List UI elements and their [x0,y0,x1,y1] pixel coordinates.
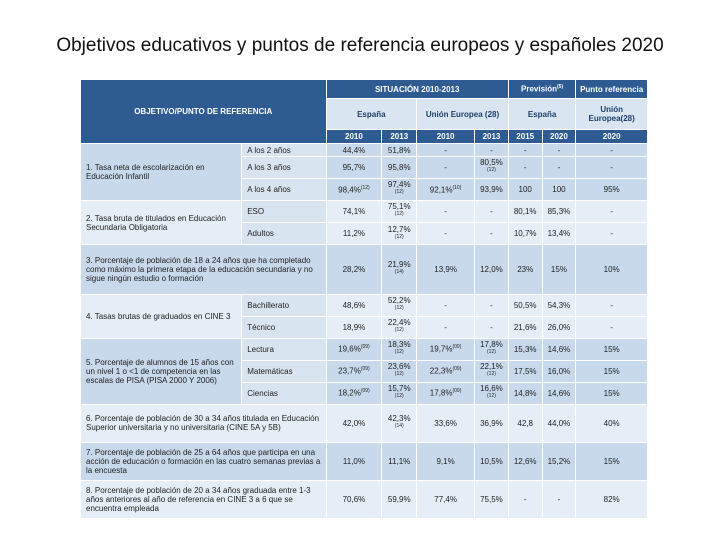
value: 93,9% [480,185,503,195]
value: 42,3% [387,413,411,423]
value-cell [542,223,576,245]
objective-label: 8. Porcentaje de población de 20 a 34 años graduada entre 1-3 años anteriores al año de referencia en CINE 3 a 6 que se encuentra empleada [81,480,327,518]
objective-header: OBJETIVO/PUNTO DE REFERENCIA [81,80,327,144]
value-cell [475,179,509,201]
value: 11,1% [388,456,411,466]
value-cell [508,201,542,223]
value-cell [382,382,417,404]
subcategory-label: Bachillerato [242,294,326,316]
value-cell [576,201,648,223]
value-cell [508,316,542,338]
value-cell [326,316,382,338]
value: - [523,494,527,504]
value-cell [326,480,382,518]
footnote-ref: (12) [394,304,404,311]
value: - [490,145,493,155]
value-cell [417,143,475,156]
value: - [557,163,561,173]
value: 100 [552,185,566,195]
footnote-ref: (12) [394,348,404,355]
footnote-ref: (12) [394,392,404,399]
value-cell [508,294,542,316]
footnote-ref: (09) [452,388,462,395]
value: 17,8% [480,339,503,349]
value: 16,0% [547,366,571,376]
footnote-ref: (09) [452,344,462,351]
value-cell [417,245,475,294]
table-row [81,143,648,156]
value-cell [542,442,576,480]
value: 11,2% [342,229,365,239]
value-cell [326,404,382,442]
value: - [444,207,447,217]
value: 18,9% [342,322,366,332]
value-cell [542,143,576,156]
value-cell [576,294,648,316]
value: 80,5% [480,158,503,168]
objective-label: 6. Porcentaje de población de 30 a 34 años titulada en Educación Superior universitaria y no universitaria (CINE 5A y 5B) [81,404,327,442]
table-row [81,442,648,480]
value: 15% [603,388,620,398]
value: 97,4% [387,180,411,190]
value: 23,6% [387,361,411,371]
value: - [490,207,493,217]
value-cell [508,480,542,518]
footnote-ref: (14) [394,269,404,276]
value: 36,9% [480,418,503,428]
value-cell [417,201,475,223]
value-cell [542,157,576,179]
value-cell [542,404,576,442]
footnote-ref: (12) [360,184,370,191]
value-cell [576,143,648,156]
value-cell [382,360,417,382]
value: 52,2% [387,295,411,305]
value: - [557,145,561,155]
value: 23,7% [338,367,361,376]
value-cell [382,404,417,442]
value-cell [417,223,475,245]
value: 15,2% [547,456,571,466]
value: 74,1% [342,207,366,217]
value-cell [417,316,475,338]
value-cell [576,442,648,480]
value: - [490,322,493,332]
value-cell [576,316,648,338]
year-header: 2015 [508,130,542,143]
value: 44,4% [342,145,366,155]
value: - [444,145,447,155]
table-row [81,404,648,442]
value: 51,8% [387,145,411,155]
value-cell [475,338,509,360]
value-cell [508,157,542,179]
subcategory-label: Adultos [242,223,326,245]
value: 10,5% [480,456,503,466]
value: 85,3% [547,207,571,217]
value-cell [326,157,382,179]
value-cell [475,294,509,316]
value-cell [417,294,475,316]
value-cell [382,201,417,223]
value-cell [326,442,382,480]
subcategory-label: A los 4 años [242,179,326,201]
footnote-ref: (12) [394,189,404,196]
value: 80,1% [513,207,537,217]
value-cell [542,201,576,223]
value-cell [382,157,417,179]
value: 19,7% [429,344,453,354]
value-cell [542,382,576,404]
footnote-ref: (12) [394,326,404,333]
footnote-ref: (12) [487,167,496,174]
value-cell [475,360,509,382]
value: 42,0% [342,418,366,428]
value-cell [475,245,509,294]
value-cell [326,338,382,360]
value-cell [542,316,576,338]
espana-header: España [326,99,417,130]
value-cell [542,338,576,360]
value-cell [326,294,382,316]
value: - [610,322,613,332]
value: 48,6% [342,300,366,310]
value: 18,2% [338,389,361,399]
value-cell [382,223,417,245]
subcategory-label: A los 3 años [242,157,326,179]
value-cell [417,157,475,179]
subcategory-label: ESO [242,201,326,223]
objectives-table [80,79,648,519]
value-cell [576,382,648,404]
value-cell [382,442,417,480]
value-cell [576,223,648,245]
prevision-note: (5) [557,84,564,91]
value-cell [576,245,648,294]
value: - [523,145,527,155]
value: 14,6% [547,388,571,398]
value: 12,0% [480,264,503,274]
value: - [610,145,613,155]
value-cell [417,382,475,404]
value: - [444,229,447,239]
ue-punto-header: Unión Europea(28) [576,99,648,130]
footnote-ref: (09) [452,366,462,373]
objective-label: 3. Porcentaje de población de 18 a 24 años que ha completado como máximo la primera etapa de la educación secundaria y no sigue ningún estudio o formación [81,245,327,294]
value-cell [382,245,417,294]
value-cell [475,157,509,179]
value: 12,6% [513,456,537,466]
value: - [610,207,613,217]
value-cell [508,143,542,156]
value-cell [475,480,509,518]
value: 54,3% [547,300,571,310]
table-row [81,294,648,316]
value: 15% [603,456,620,466]
value: 13,4% [547,229,571,239]
value-cell [382,179,417,201]
value: 95,7% [342,163,366,173]
value: 50,5% [513,300,537,310]
subcategory-label: A los 2 años [242,143,326,156]
value: - [523,163,527,173]
value-cell [542,179,576,201]
value: 18,3% [387,339,411,349]
table-row [81,338,648,360]
year-header: 2013 [475,130,509,143]
value: 17,5% [513,366,537,376]
value: 15,3% [513,344,537,354]
value: 15% [603,366,620,376]
value: 59,9% [387,494,411,504]
value: 15,7% [387,383,411,393]
subcategory-label: Técnico [242,316,326,338]
value: 10% [603,264,620,274]
value: 21,6% [513,322,537,332]
year-header: 2010 [417,130,475,143]
value-cell [542,360,576,382]
value-cell [417,442,475,480]
value: - [610,163,613,173]
value-cell [382,143,417,156]
value-cell [508,404,542,442]
value: 82% [603,494,620,504]
footnote-ref: (12) [487,348,496,355]
value: 14,8% [513,388,537,398]
value: 22,4% [387,317,411,327]
value-cell [508,382,542,404]
value: 70,6% [342,494,366,504]
value-cell [475,223,509,245]
footnote-ref: (14) [394,422,404,429]
value: 75,1% [387,202,411,212]
year-header: 2010 [326,130,382,143]
page-title: Objetivos educativos y puntos de referencia europeos y españoles 2020 [56,35,664,56]
footnote-ref: (12) [394,211,404,218]
value: 9,1% [436,456,455,466]
value: 42,8 [517,418,533,428]
value-cell [508,442,542,480]
value-cell [326,360,382,382]
value-cell [542,480,576,518]
value-cell [475,404,509,442]
value: 22,3% [429,367,453,376]
value: 19,6% [338,344,361,354]
value-cell [417,179,475,201]
value-cell [382,316,417,338]
table-row [81,480,648,518]
ue-header: Unión Europea (28) [417,99,509,130]
value: 75,5% [480,494,503,504]
situacion-header: SITUACIÓN 2010-2013 [326,80,508,99]
value-cell [326,201,382,223]
value: - [490,300,493,310]
value-cell [542,294,576,316]
value-cell [326,143,382,156]
objective-label: 4. Tasas brutas de graduados en CINE 3 [81,294,242,338]
punto-header: Punto referencia [576,80,648,99]
year-header: 2013 [382,130,417,143]
value-cell [576,179,648,201]
value-cell [417,360,475,382]
value: 23% [517,264,534,274]
value: 44,0% [547,418,571,428]
value: 13,9% [434,264,457,274]
espana-prevision-header: España [508,99,575,130]
value: - [490,229,493,239]
year-header: 2020 [576,130,648,143]
value: 15% [550,264,567,274]
value: 15% [603,344,620,354]
value: 33,6% [434,418,457,428]
value-cell [417,480,475,518]
footnote-ref: (12) [394,233,404,240]
value: 40% [603,418,620,428]
value-cell [417,338,475,360]
value-cell [475,442,509,480]
value: 17,8% [429,389,453,399]
value: - [444,300,447,310]
footnote-ref: (12) [487,370,496,377]
value: - [444,163,447,173]
subcategory-label: Matemáticas [242,360,326,382]
prevision-label: Previsión [521,84,558,94]
objective-label: 2. Tasa bruta de titulados en Educación Secundaria Obligatoria [81,201,242,245]
footnote-ref: (12) [487,392,496,399]
value: 28,2% [342,264,366,274]
value-cell [508,179,542,201]
year-header: 2020 [542,130,576,143]
value-cell [475,382,509,404]
value-cell [508,223,542,245]
value: 77,4% [434,494,457,504]
value: 26,0% [547,322,571,332]
value-cell [576,404,648,442]
value: 10,7% [513,229,537,239]
value-cell [382,294,417,316]
objective-label: 5. Porcentaje de alumnos de 15 años con un nivel 1 o <1 de competencia en las escalas de PISA (PISA 2000 Y 2006) [81,338,242,404]
prevision-header [508,80,575,99]
value-cell [576,480,648,518]
value: 16,6% [480,383,503,393]
value-cell [576,157,648,179]
objective-label: 1. Tasa neta de escolarización en Educación Infantil [81,143,242,200]
value-cell [326,179,382,201]
value-cell [417,404,475,442]
value-cell [475,316,509,338]
value: 14,6% [547,344,571,354]
value: - [557,494,561,504]
value-cell [475,201,509,223]
value-cell [576,360,648,382]
value-cell [326,382,382,404]
footnote-ref: (09) [360,344,370,351]
footnote-ref: (10) [452,184,462,191]
value: 21,9% [387,260,411,270]
footnote-ref: (09) [360,388,370,395]
subcategory-label: Ciencias [242,382,326,404]
value: - [610,300,613,310]
value-cell [475,143,509,156]
subcategory-label: Lectura [242,338,326,360]
value-cell [508,360,542,382]
value: 95,8% [387,163,411,173]
value: 95% [603,185,620,195]
objective-label: 7. Porcentaje de población de 25 a 64 años que participa en una acción de educación o formación en las cuatro semanas previas a la encuesta [81,442,327,480]
value: 92,1% [429,185,453,195]
value-cell [542,245,576,294]
value-cell [326,245,382,294]
value-cell [508,338,542,360]
footnote-ref: (12) [394,370,404,377]
value-cell [576,338,648,360]
value: - [444,322,447,332]
value: 22,1% [480,361,503,371]
value-cell [382,338,417,360]
value-cell [326,223,382,245]
value: 11,0% [342,456,365,466]
table-row [81,245,648,294]
value: 100 [518,185,532,195]
value: 98,4% [338,185,361,195]
value: - [610,229,613,239]
table-row [81,201,648,223]
value-cell [508,245,542,294]
value: 12,7% [387,224,411,234]
value-cell [382,480,417,518]
footnote-ref: (09) [360,366,370,373]
